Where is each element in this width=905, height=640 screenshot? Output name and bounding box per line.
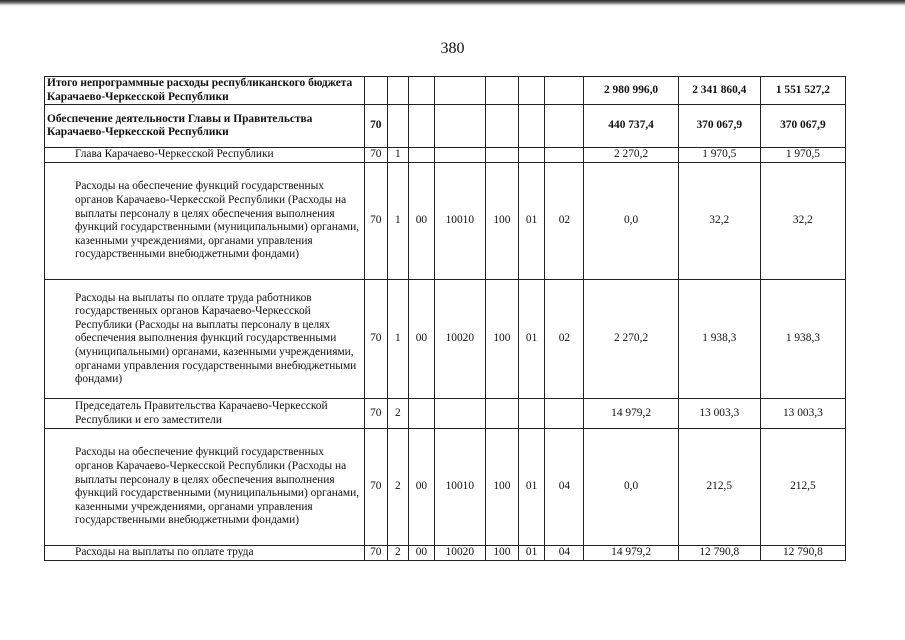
sum-year-2: 370 067,9 [678, 105, 760, 148]
table-row [45, 429, 846, 546]
code-main-event [409, 77, 435, 105]
row-name: Итого непрограммные расходы республиканского бюджета Карачаево-Черкесской Республики [45, 77, 365, 105]
code-program: 70 [364, 148, 387, 163]
code-section [518, 399, 545, 429]
code-main-event: 00 [409, 163, 435, 280]
code-expense-type [485, 148, 518, 163]
sum-year-2: 1 970,5 [678, 148, 760, 163]
code-subprogram: 1 [387, 148, 409, 163]
code-subsection: 04 [545, 546, 584, 561]
code-section: 01 [518, 163, 545, 280]
sum-year-3: 1 551 527,2 [760, 77, 845, 105]
code-subsection [545, 105, 584, 148]
sum-year-3: 212,5 [760, 429, 845, 546]
sum-year-2: 13 003,3 [678, 399, 760, 429]
code-program: 70 [364, 546, 387, 561]
code-program: 70 [364, 280, 387, 399]
code-expense-type: 100 [485, 280, 518, 399]
table-row-total [45, 77, 846, 105]
code-program: 70 [364, 163, 387, 280]
sum-year-1: 2 270,2 [584, 280, 678, 399]
code-subprogram: 2 [387, 429, 409, 546]
code-subprogram [387, 105, 409, 148]
code-direction [434, 77, 485, 105]
budget-table [44, 76, 846, 561]
code-main-event: 00 [409, 429, 435, 546]
row-name: Расходы на обеспечение функций государственных органов Карачаево-Черкесской Республики (Расходы на выплаты персоналу в целях обеспечения выполнения функций государственными (муниципальными) органами, казенными учреждениями, органами управления государственными внебюджетными фондами) [45, 429, 365, 546]
scan-edge [0, 0, 905, 6]
sum-year-1: 0,0 [584, 429, 678, 546]
sum-year-1: 2 980 996,0 [584, 77, 678, 105]
code-program: 70 [364, 399, 387, 429]
code-expense-type [485, 105, 518, 148]
code-subprogram: 2 [387, 399, 409, 429]
code-direction [434, 148, 485, 163]
sum-year-1: 14 979,2 [584, 546, 678, 561]
code-expense-type: 100 [485, 429, 518, 546]
code-subsection: 04 [545, 429, 584, 546]
row-name: Обеспечение деятельности Главы и Правительства Карачаево-Черкесской Республики [45, 105, 365, 148]
code-section: 01 [518, 429, 545, 546]
sum-year-2: 212,5 [678, 429, 760, 546]
code-section: 01 [518, 546, 545, 561]
sum-year-1: 440 737,4 [584, 105, 678, 148]
code-subsection [545, 77, 584, 105]
sum-year-3: 32,2 [760, 163, 845, 280]
code-section [518, 105, 545, 148]
code-subprogram: 1 [387, 163, 409, 280]
row-name: Расходы на выплаты по оплате труда [45, 546, 365, 561]
page-number: 380 [440, 40, 465, 57]
code-section [518, 77, 545, 105]
code-main-event [409, 399, 435, 429]
code-direction [434, 399, 485, 429]
sum-year-2: 2 341 860,4 [678, 77, 760, 105]
sum-year-3: 13 003,3 [760, 399, 845, 429]
table-row [45, 546, 846, 561]
code-subsection [545, 148, 584, 163]
code-direction [434, 105, 485, 148]
table-row [45, 148, 846, 163]
code-direction: 10020 [434, 546, 485, 561]
code-program: 70 [364, 105, 387, 148]
row-name: Расходы на обеспечение функций государственных органов Карачаево-Черкесской Республики (Расходы на выплаты персоналу в целях обеспечения выполнения функций государственными (муниципальными) органами, казенными учреждениями, органами управления государственными внебюджетными фондами) [45, 163, 365, 280]
table-row [45, 280, 846, 399]
code-subprogram: 1 [387, 280, 409, 399]
code-direction: 10010 [434, 429, 485, 546]
sum-year-2: 32,2 [678, 163, 760, 280]
code-direction: 10020 [434, 280, 485, 399]
code-expense-type: 100 [485, 163, 518, 280]
sum-year-2: 1 938,3 [678, 280, 760, 399]
code-subsection: 02 [545, 163, 584, 280]
code-section: 01 [518, 280, 545, 399]
table-row-section [45, 105, 846, 148]
code-subsection [545, 399, 584, 429]
code-section [518, 148, 545, 163]
sum-year-3: 1 938,3 [760, 280, 845, 399]
row-name: Расходы на выплаты по оплате труда работников государственных органов Карачаево-Черкесской Республики (Расходы на выплаты персоналу в целях обеспечения выполнения функций государственными (муниципальными) органами, казенными учреждениями, органами управления государственными внебюджетными фондами) [45, 280, 365, 399]
code-main-event: 00 [409, 546, 435, 561]
sum-year-2: 12 790,8 [678, 546, 760, 561]
row-name: Председатель Правительства Карачаево-Черкесской Республики и его заместители [45, 399, 365, 429]
code-main-event [409, 105, 435, 148]
code-expense-type: 100 [485, 546, 518, 561]
sum-year-1: 14 979,2 [584, 399, 678, 429]
sum-year-3: 370 067,9 [760, 105, 845, 148]
code-subprogram [387, 77, 409, 105]
code-subsection: 02 [545, 280, 584, 399]
sum-year-3: 1 970,5 [760, 148, 845, 163]
row-name: Глава Карачаево-Черкесской Республики [45, 148, 365, 163]
code-expense-type [485, 399, 518, 429]
code-main-event: 00 [409, 280, 435, 399]
sum-year-1: 2 270,2 [584, 148, 678, 163]
table-row [45, 163, 846, 280]
code-expense-type [485, 77, 518, 105]
code-program: 70 [364, 429, 387, 546]
code-subprogram: 2 [387, 546, 409, 561]
code-direction: 10010 [434, 163, 485, 280]
table-row [45, 399, 846, 429]
sum-year-1: 0,0 [584, 163, 678, 280]
code-main-event [409, 148, 435, 163]
sum-year-3: 12 790,8 [760, 546, 845, 561]
code-program [364, 77, 387, 105]
